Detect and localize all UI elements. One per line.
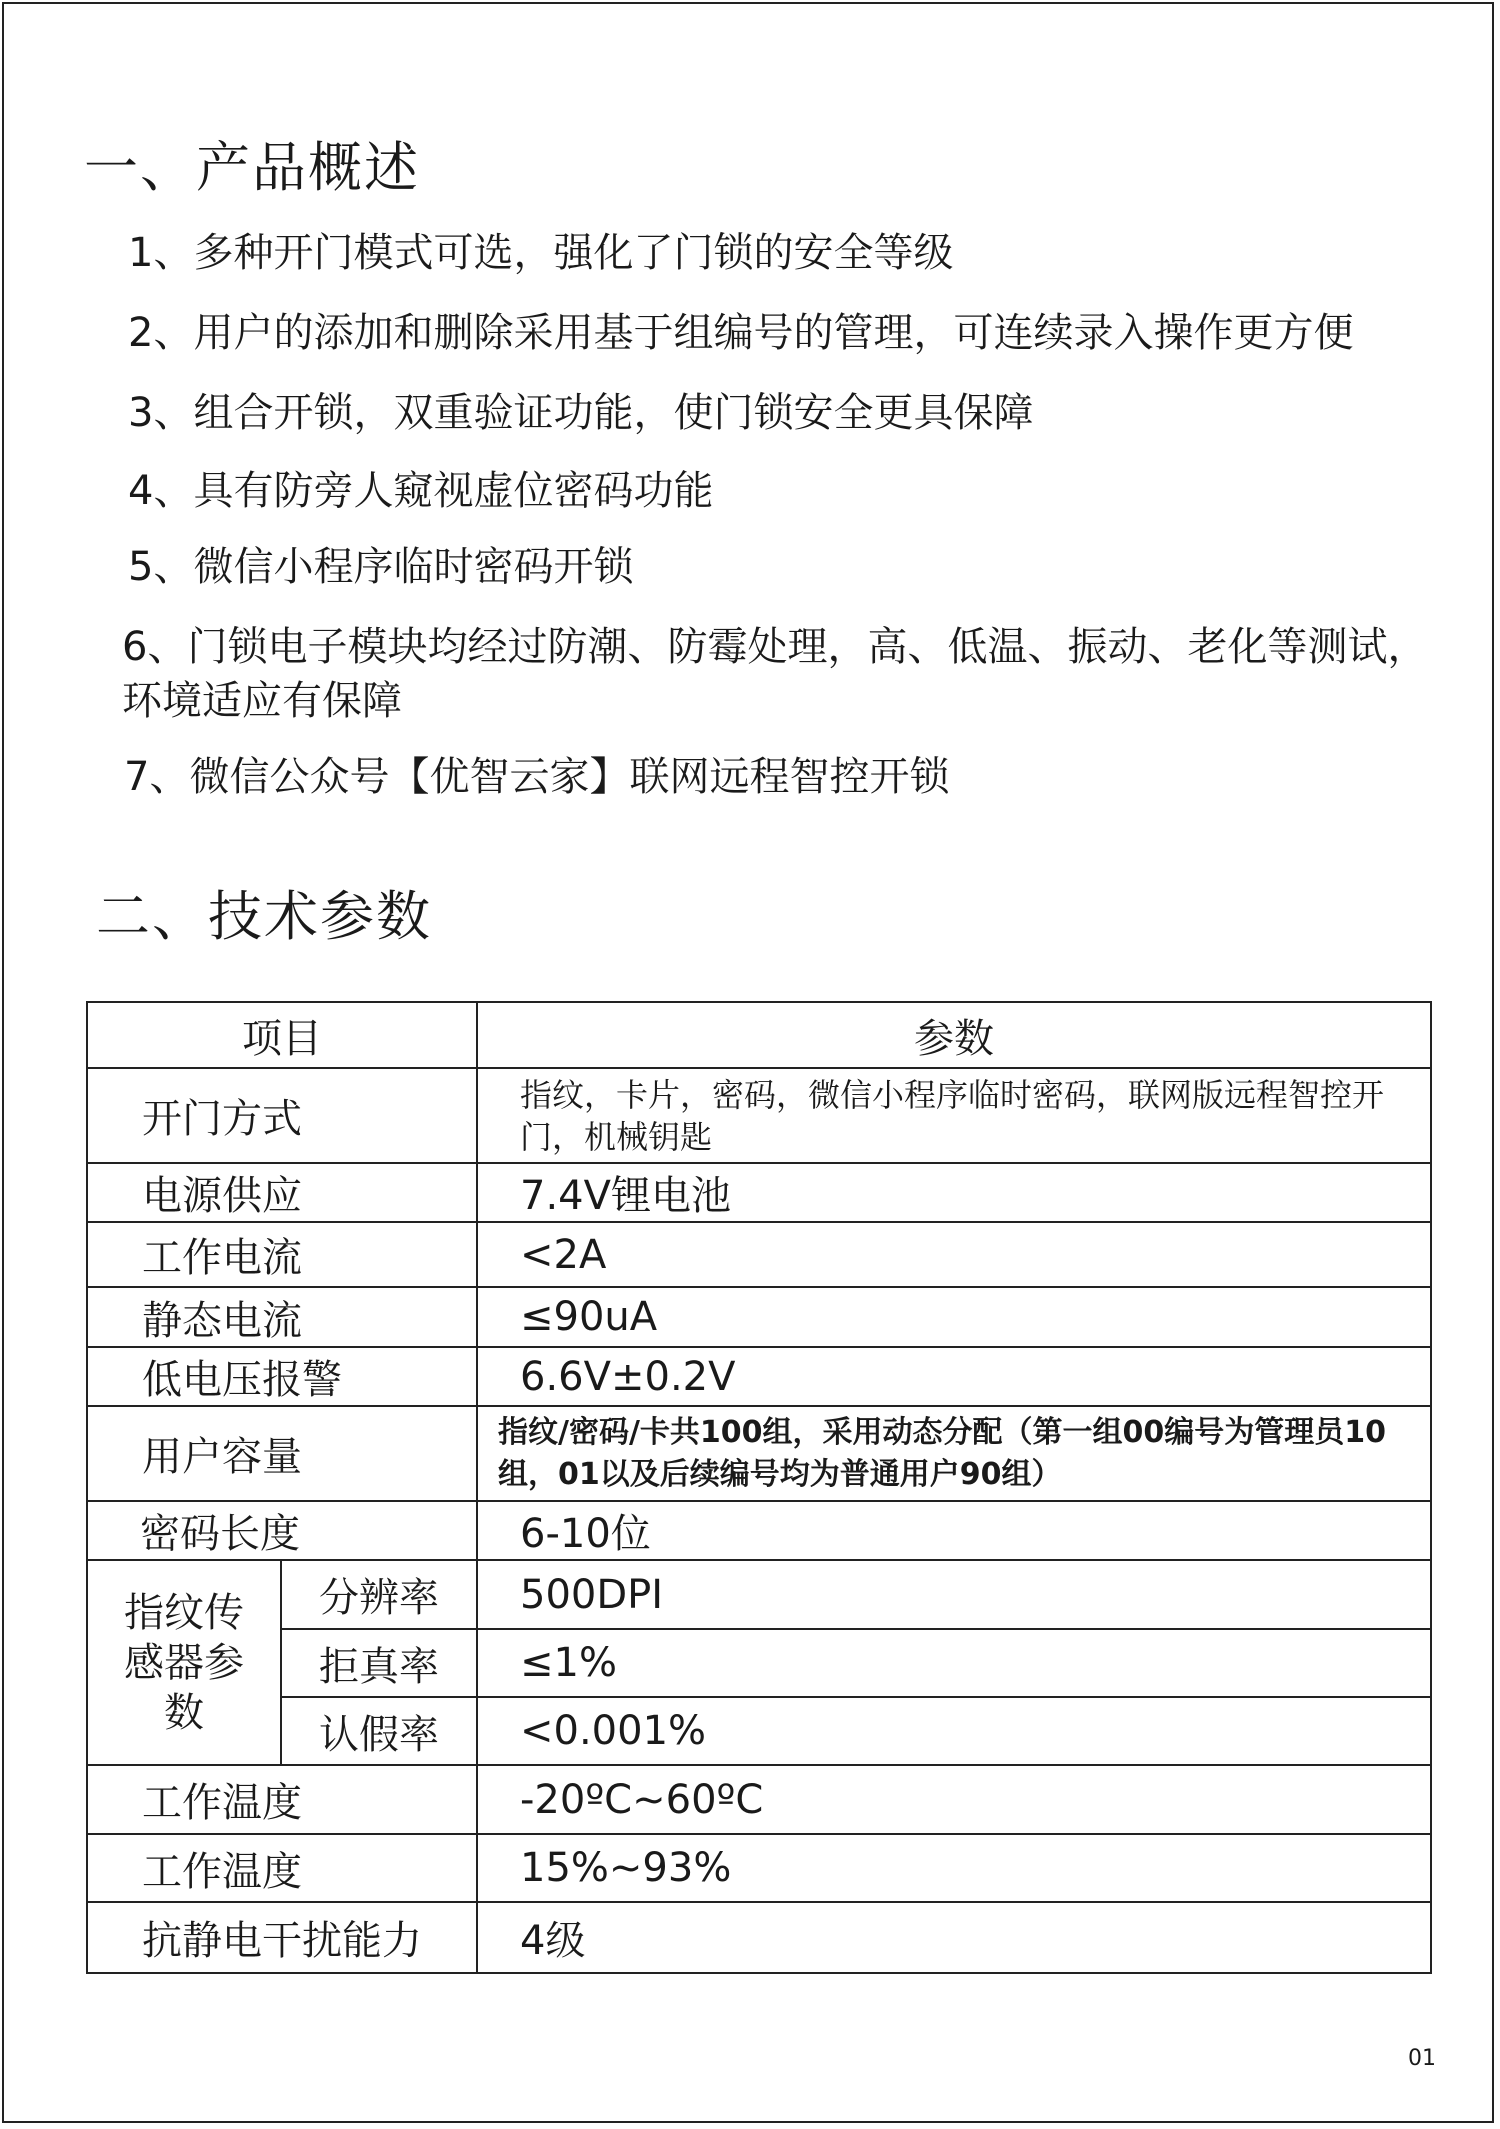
- row-value: 4级: [477, 1902, 1431, 1973]
- table-row: [87, 1222, 1431, 1287]
- list-item: 7、微信公众号【优智云家】联网远程智控开锁: [124, 754, 950, 800]
- header-param: 参数: [477, 1002, 1431, 1068]
- list-item: 3、组合开锁，双重验证功能，使门锁安全更具保障: [128, 390, 1034, 436]
- table-row: [87, 1163, 1431, 1222]
- row-label: 用户容量: [87, 1406, 477, 1501]
- row-value: 15%~93%: [477, 1834, 1431, 1902]
- list-item: 5、微信小程序临时密码开锁: [128, 544, 634, 590]
- table-header-row: [87, 1002, 1431, 1068]
- table-row: [87, 1560, 1431, 1629]
- table-row: [87, 1697, 1431, 1765]
- table-row: [87, 1765, 1431, 1834]
- row-label: 认假率: [281, 1697, 477, 1765]
- row-value: -20ºC~60ºC: [477, 1765, 1431, 1834]
- row-value: 指纹，卡片，密码，微信小程序临时密码，联网版远程智控开门，机械钥匙: [477, 1068, 1431, 1163]
- table-row: [87, 1347, 1431, 1406]
- fingerprint-group-text: 指纹传感器参数: [124, 1589, 244, 1736]
- list-item: 6、门锁电子模块均经过防潮、防霉处理，高、低温、振动、老化等测试，环境适应有保障: [122, 624, 1428, 724]
- section-title-overview: 一、产品概述: [84, 136, 420, 199]
- list-item: 2、用户的添加和删除采用基于组编号的管理，可连续录入操作更方便: [128, 310, 1354, 356]
- row-value: <0.001%: [477, 1697, 1431, 1765]
- row-label: 拒真率: [281, 1629, 477, 1697]
- row-label: 低电压报警: [87, 1347, 477, 1406]
- row-label: 开门方式: [87, 1068, 477, 1163]
- fingerprint-group-label: [87, 1560, 281, 1765]
- row-value: <2A: [477, 1222, 1431, 1287]
- row-value: 指纹/密码/卡共100组，采用动态分配（第一组00编号为管理员10组，01以及后续编号均为普通用户90组）: [477, 1406, 1431, 1501]
- header-item: 项目: [87, 1002, 477, 1068]
- table-row: [87, 1834, 1431, 1902]
- row-label: 分辨率: [281, 1560, 477, 1629]
- row-value: 7.4V锂电池: [477, 1163, 1431, 1222]
- table-row: [87, 1902, 1431, 1973]
- row-label: 工作温度: [87, 1834, 477, 1902]
- list-item: 1、多种开门模式可选，强化了门锁的安全等级: [128, 230, 954, 276]
- table-row: [87, 1287, 1431, 1347]
- table-row: [87, 1501, 1431, 1560]
- row-label: 工作电流: [87, 1222, 477, 1287]
- page-number: 01: [1408, 2046, 1436, 2071]
- table-row: [87, 1406, 1431, 1501]
- row-label: 静态电流: [87, 1287, 477, 1347]
- list-item: 4、具有防旁人窥视虚位密码功能: [128, 468, 714, 514]
- row-label: 密码长度: [87, 1501, 477, 1560]
- row-label: 抗静电干扰能力: [87, 1902, 477, 1973]
- row-value: 6-10位: [477, 1501, 1431, 1560]
- table-row: [87, 1629, 1431, 1697]
- table-row: [87, 1068, 1431, 1163]
- row-label: 工作温度: [87, 1765, 477, 1834]
- row-label: 电源供应: [87, 1163, 477, 1222]
- row-value: ≤90uA: [477, 1287, 1431, 1347]
- row-value: 500DPI: [477, 1560, 1431, 1629]
- row-value: 6.6V±0.2V: [477, 1347, 1431, 1406]
- spec-table: [86, 1001, 1432, 1974]
- section-title-specs: 二、技术参数: [96, 885, 432, 948]
- row-value: ≤1%: [477, 1629, 1431, 1697]
